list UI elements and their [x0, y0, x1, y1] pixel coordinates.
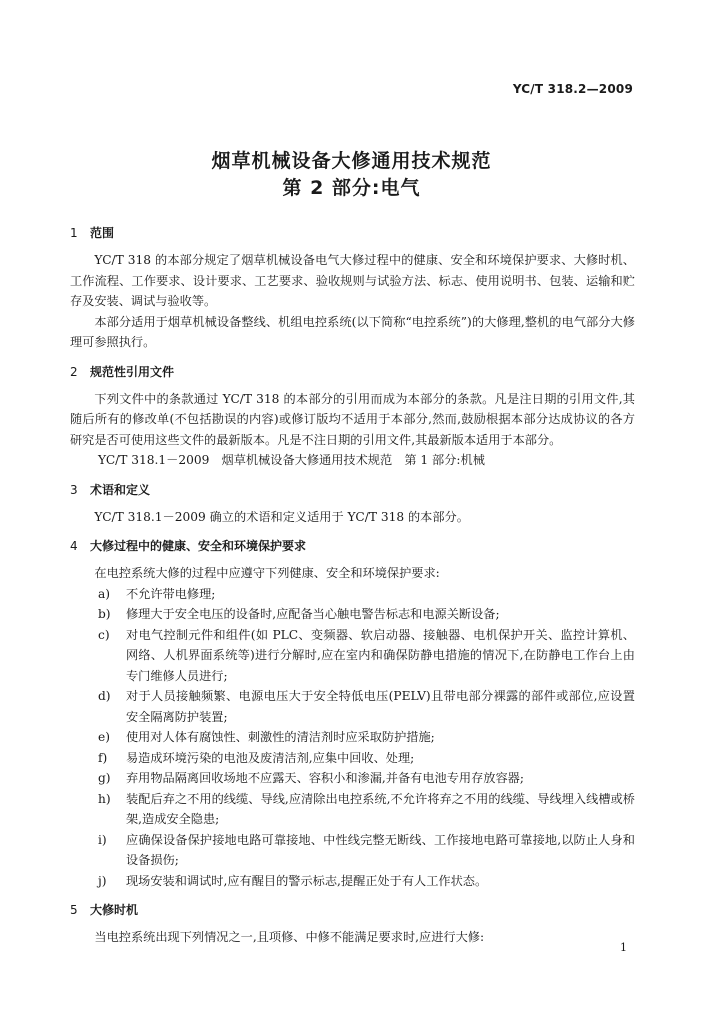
document-subtitle: 第 2 部分:电气: [282, 177, 421, 199]
list-item-text: 对电气控制元件和组件(如 PLC、变频器、软启动器、接触器、电机保护开关、监控计算机、网络、人机界面系统等)进行分解时,应在室内和确保防静电措施的情况下,在防静电工作台上由专门维修人员进行;: [126, 627, 635, 683]
section-1-paragraph-2: 本部分适用于烟草机械设备整线、机组电控系统(以下简称“电控系统”)的大修理,整机的电气部分大修理可参照执行。: [70, 314, 635, 349]
section-5-heading: [70, 901, 635, 919]
section-number: 2: [70, 364, 78, 379]
section-number: 3: [70, 482, 78, 497]
section-4-intro: 在电控系统大修的过程中应遵守下列健康、安全和环境保护要求:: [94, 566, 440, 580]
section-1-heading: [70, 224, 635, 242]
normative-reference: YC/T 318.1－2009 烟草机械设备大修通用技术规范 第 1 部分:机械: [98, 453, 485, 467]
list-item-text: 对于人员接触频繁、电源电压大于安全特低电压(PELV)且带电部分裸露的部件或部位,应设置安全隔离防护装置;: [126, 689, 635, 724]
section-2-heading: [70, 363, 635, 381]
list-item: [70, 830, 635, 871]
list-item-text: 现场安装和调试时,应有醒目的警示标志,提醒正处于有人工作状态。: [126, 873, 488, 888]
section-title: 术语和定义: [90, 482, 151, 497]
document-title: 烟草机械设备大修通用技术规范: [211, 150, 492, 172]
list-item-text: 应确保设备保护接地电路可靠接地、中性线完整无断线、工作接地电路可靠接地,以防止人身和设备损伤;: [126, 832, 635, 867]
list-item-label: d): [98, 689, 111, 703]
section-3-paragraph-1: YC/T 318.1－2009 确立的术语和定义适用于 YC/T 318 的本部分。: [94, 509, 469, 524]
section-number: 5: [70, 903, 78, 917]
list-item-text: 修理大于安全电压的设备时,应配备当心触电警告标志和电源关断设备;: [126, 607, 500, 621]
list-item: [70, 727, 635, 748]
section-title: 大修时机: [90, 903, 139, 917]
list-item: [70, 871, 635, 892]
list-item: [70, 686, 635, 727]
section-3-heading: [70, 481, 635, 499]
document-body: [70, 224, 635, 948]
list-item-label: f): [98, 750, 108, 765]
section-1-paragraph-1: YC/T 318 的本部分规定了烟草机械设备电气大修过程中的健康、安全和环境保护要求、大修时机、工作流程、工作要求、设计要求、工艺要求、验收规则与试验方法、标志、使用说明书、包装、运输和贮存及安装、调试与验收等。: [70, 253, 635, 308]
section-5-paragraph-1: 当电控系统出现下列情况之一,且项修、中修不能满足要求时,应进行大修:: [94, 930, 485, 944]
list-item: [70, 748, 635, 769]
list-item-label: j): [98, 873, 107, 888]
list-item: [70, 768, 635, 789]
list-item-label: a): [98, 586, 111, 601]
section-title: 规范性引用文件: [90, 364, 175, 379]
requirements-list: [70, 584, 635, 892]
section-number: 4: [70, 539, 78, 553]
list-item: [70, 625, 635, 687]
standard-number: YC/T 318.2—2009: [512, 82, 633, 96]
list-item: [70, 789, 635, 830]
list-item-text: 弃用物品隔离回收场地不应露天、容积小和渗漏,并备有电池专用存放容器;: [126, 771, 524, 785]
list-item-text: 使用对人体有腐蚀性、刺激性的清洁剂时应采取防护措施;: [126, 730, 435, 744]
list-item: [70, 604, 635, 625]
section-title: 范围: [90, 226, 115, 240]
section-4-heading: [70, 537, 635, 555]
list-item-label: i): [98, 832, 107, 847]
list-item-text: 不允许带电修理;: [126, 586, 216, 601]
list-item-text: 易造成环境污染的电池及废清洁剂,应集中回收、处理;: [126, 750, 415, 765]
section-number: 1: [70, 226, 78, 240]
list-item: [70, 584, 635, 605]
section-2-paragraph-1: 下列文件中的条款通过 YC/T 318 的本部分的引用而成为本部分的条款。凡是注日期的引用文件,其随后所有的修改单(不包括勘误的内容)或修订版均不适用于本部分,然而,鼓励根据本部分达成协议的各方研究是否可使用这些文件的最新版本。凡是不注日期的引用文件,其最新版本适用于本部分。: [70, 391, 635, 447]
list-item-text: 装配后弃之不用的线缆、导线,应清除出电控系统,不允许将弃之不用的线缆、导线埋入线槽或桥架,造成安全隐患;: [126, 791, 635, 826]
list-item-label: g): [98, 771, 111, 785]
list-item-label: c): [98, 627, 110, 642]
list-item-label: b): [98, 607, 111, 621]
section-title: 大修过程中的健康、安全和环境保护要求: [90, 539, 307, 553]
page-number: 1: [620, 941, 627, 954]
list-item-label: e): [98, 730, 110, 744]
list-item-label: h): [98, 791, 111, 806]
